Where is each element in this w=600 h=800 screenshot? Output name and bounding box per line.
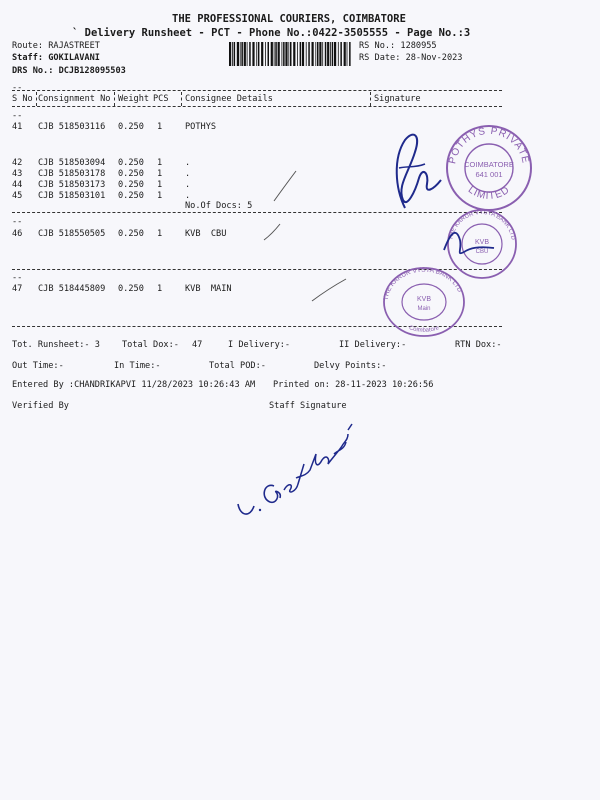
barcode-bar — [308, 42, 310, 66]
barcode-bar — [288, 42, 289, 66]
barcode-bar — [319, 42, 321, 66]
row-consignment: CJB 518445809 — [38, 284, 106, 294]
svg-text:CBU: CBU — [475, 249, 489, 255]
runsheet-subtitle: ` Delivery Runsheet - PCT - Phone No.:0422-3505555 - Page No.:3 — [72, 27, 471, 39]
col-signature: Signature — [374, 94, 421, 104]
row-weight: 0.250 — [118, 158, 144, 168]
barcode-bar — [229, 42, 231, 66]
staff-handwritten-signature — [230, 420, 360, 526]
barcode-bar — [240, 42, 241, 66]
row-details: KVB MAIN — [185, 284, 232, 294]
total-pod: Total POD:- — [209, 361, 266, 371]
total-dox-value: 47 — [192, 340, 203, 350]
row-pcs: 1 — [157, 158, 163, 168]
barcode-bar — [312, 42, 314, 66]
svg-text:KVB: KVB — [416, 296, 432, 303]
row-weight: 0.250 — [118, 180, 144, 190]
row-weight: 0.250 — [118, 122, 144, 132]
svg-text:COIMBATORE: COIMBATORE — [464, 160, 514, 169]
row-details: . — [185, 180, 191, 190]
group-mark: -- — [12, 111, 23, 121]
row-weight: 0.250 — [118, 169, 144, 179]
barcode-bar — [349, 42, 351, 66]
row-sno: 44 — [12, 180, 23, 190]
barcode-bar — [338, 42, 339, 66]
barcode-bar — [302, 42, 304, 66]
printed-on: Printed on: 28-11-2023 10:26:56 — [273, 380, 434, 390]
row-pcs: 1 — [157, 122, 163, 132]
row-pcs: 1 — [157, 284, 163, 294]
row-sno: 43 — [12, 169, 23, 179]
barcode-bar — [268, 42, 270, 66]
route-label: Route: RAJASTREET — [12, 41, 100, 51]
row-sno: 41 — [12, 122, 23, 132]
group-mark: -- — [12, 217, 23, 227]
row-sno: 45 — [12, 191, 23, 201]
barcode-bar — [282, 42, 283, 66]
row-weight: 0.250 — [118, 284, 144, 294]
col-sep — [36, 92, 37, 106]
row-consignment: CJB 518503094 — [38, 158, 106, 168]
barcode-bar — [290, 42, 292, 66]
rs-number: RS No.: 1280955 — [359, 41, 437, 51]
table-header-rule-bottom — [12, 106, 502, 107]
receiver-signature — [385, 128, 445, 214]
barcode-bar — [271, 42, 273, 66]
i-delivery: I Delivery:- — [228, 340, 291, 350]
row-sno: 47 — [12, 284, 23, 294]
barcode-bar — [347, 42, 348, 66]
svg-text:641 001: 641 001 — [475, 170, 503, 179]
barcode-bar — [232, 42, 233, 66]
barcode-bar — [325, 42, 327, 66]
col-sep — [370, 92, 371, 106]
barcode-bar — [249, 42, 251, 66]
table-top-mark: -- — [12, 83, 23, 93]
barcode-bar — [285, 42, 287, 66]
ii-delivery: II Delivery:- — [339, 340, 407, 350]
svg-text:Main: Main — [417, 306, 431, 312]
row-weight: 0.250 — [118, 229, 144, 239]
barcode-bar — [330, 42, 331, 66]
rs-date: RS Date: 28-Nov-2023 — [359, 53, 463, 63]
barcode-bar — [256, 42, 257, 66]
col-sno: S No — [12, 94, 33, 104]
svg-text:KVB: KVB — [474, 239, 490, 246]
row-consignment: CJB 518503101 — [38, 191, 106, 201]
kvb-main-stamp — [378, 262, 470, 342]
barcode-bar — [278, 42, 280, 66]
tot-runsheet: Tot. Runsheet:- 3 — [12, 340, 100, 350]
row-consignment: CJB 518503116 — [38, 122, 106, 132]
svg-text:Coimbatore: Coimbatore — [408, 325, 440, 334]
barcode-bar — [274, 42, 275, 66]
barcode-bar — [265, 42, 266, 66]
pen-tick-mark — [270, 165, 300, 205]
barcode-bar — [241, 42, 243, 66]
barcode-bar — [344, 42, 346, 66]
barcode-bar — [252, 42, 254, 66]
out-time: Out Time:- — [12, 361, 64, 371]
total-dox-label: Total Dox:- — [122, 340, 179, 350]
barcode-bar — [247, 42, 248, 66]
barcode-bar — [297, 42, 298, 66]
no-of-docs: No.Of Docs: 5 — [185, 201, 253, 211]
in-time: In Time:- — [114, 361, 161, 371]
row-sno: 46 — [12, 229, 23, 239]
staff-signature-label: Staff Signature — [269, 401, 347, 411]
svg-text:LIMITED: LIMITED — [465, 184, 513, 203]
row-pcs: 1 — [157, 180, 163, 190]
barcode-bar — [283, 42, 285, 66]
barcode-bar — [300, 42, 302, 66]
barcode-bar — [327, 42, 329, 66]
col-sep — [114, 92, 115, 106]
row-pcs: 1 — [157, 169, 163, 179]
row-details: . — [185, 158, 191, 168]
row-details: . — [185, 191, 191, 201]
group-mark: -- — [12, 273, 23, 283]
rtn-dox: RTN Dox:- — [455, 340, 502, 350]
col-weight: Weight — [118, 94, 150, 104]
row-details: POTHYS — [185, 122, 217, 132]
row-details: KVB CBU — [185, 229, 227, 239]
barcode-bar — [306, 42, 307, 66]
col-pcs: PCS — [153, 94, 169, 104]
row-details: . — [185, 169, 191, 179]
barcode-bar — [315, 42, 316, 66]
row-consignment: CJB 518550505 — [38, 229, 106, 239]
pen-tick-mark — [260, 220, 284, 244]
barcode-bar — [261, 42, 263, 66]
barcode-bar — [332, 42, 334, 66]
barcode-bar — [258, 42, 260, 66]
svg-text:THE KARUR VYSYA BANK LTD: THE KARUR VYSYA BANK LTD — [382, 266, 464, 301]
barcode-bar — [237, 42, 239, 66]
barcode-bar — [322, 42, 323, 66]
row-pcs: 1 — [157, 229, 163, 239]
barcode-bar — [234, 42, 236, 66]
pen-tick-mark — [310, 275, 350, 305]
barcode-bar — [293, 42, 295, 66]
barcode-bar — [340, 42, 342, 66]
row-consignment: CJB 518503173 — [38, 180, 106, 190]
company-title: THE PROFESSIONAL COURIERS, COIMBATORE — [172, 13, 406, 25]
row-consignment: CJB 518503178 — [38, 169, 106, 179]
svg-text:THE KARUR VYSYA BANK LTD: THE KARUR VYSYA BANK LTD — [448, 209, 516, 241]
entered-by: Entered By :CHANDRIKAPVI 11/28/2023 10:26:43 AM — [12, 380, 256, 390]
pothys-stamp — [443, 122, 535, 214]
barcode-bar — [334, 42, 336, 66]
row-sno: 42 — [12, 158, 23, 168]
drs-number: DRS No.: DCJB128095503 — [12, 66, 126, 76]
verified-by: Verified By — [12, 401, 69, 411]
barcode — [228, 42, 352, 66]
staff-label: Staff: GOKILAVANI — [12, 53, 100, 63]
table-header-rule-top — [12, 90, 502, 91]
row-pcs: 1 — [157, 191, 163, 201]
col-consignment: Consignment No — [38, 94, 111, 104]
svg-text:POTHYS PRIVATE: POTHYS PRIVATE — [447, 125, 531, 165]
col-consignee-details: Consignee Details — [185, 94, 273, 104]
barcode-bar — [275, 42, 277, 66]
col-sep — [181, 92, 182, 106]
row-weight: 0.250 — [118, 191, 144, 201]
barcode-bar — [244, 42, 246, 66]
delvy-points: Delvy Points:- — [314, 361, 387, 371]
barcode-bar — [317, 42, 319, 66]
